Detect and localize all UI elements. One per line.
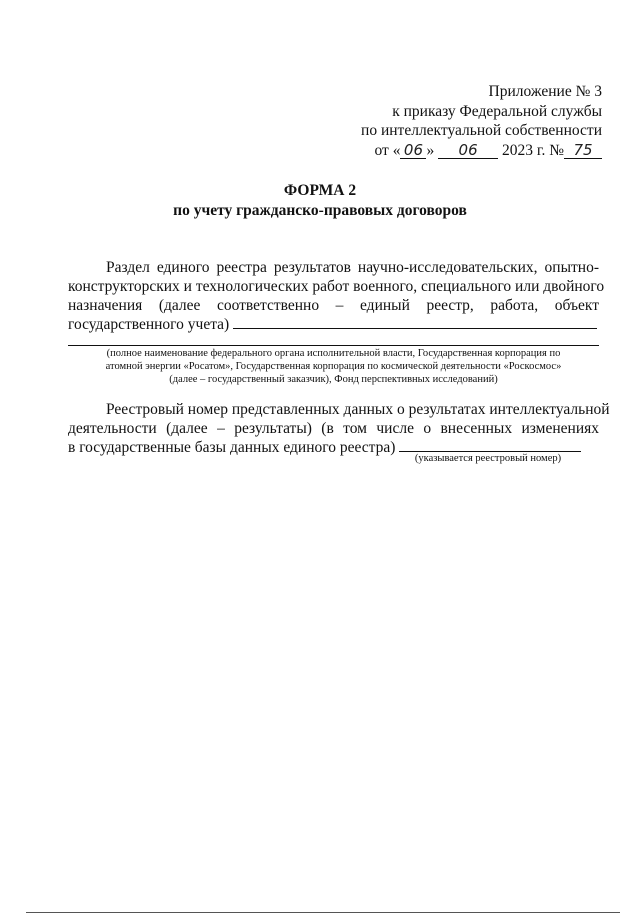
agency-footnote-line-2: атомной энергии «Росатом», Государственная корпорация по космической деятельности «Роскосмос» <box>105 361 562 372</box>
appendix-order-line: к приказу Федеральной службы <box>392 102 602 120</box>
section-line-2: конструкторских и технологических работ военного, специального или двойного <box>68 278 605 295</box>
date-mid: » <box>426 141 435 159</box>
registry-footnote: (указывается реестровый номер) <box>414 453 562 464</box>
section-paragraph <box>68 258 605 334</box>
date-prefix: от « <box>374 141 401 159</box>
order-number: 75 <box>564 143 602 159</box>
registry-paragraph <box>68 400 610 457</box>
form-title: ФОРМА 2 <box>283 182 357 199</box>
registry-line-2: деятельности (далее – результаты) (в том числе о внесенных изменениях <box>68 420 599 437</box>
agency-footnote <box>68 347 599 386</box>
date-month: 06 <box>438 143 498 159</box>
appendix-date-line <box>361 141 602 161</box>
agency-blank-line <box>68 345 599 346</box>
agency-footnote-line-3: (далее – государственный заказчик), Фонд перспективных исследований) <box>169 374 498 385</box>
section-line-3: назначения (далее соответственно – единый реестр, работа, объект <box>68 297 599 314</box>
section-line-4 <box>68 315 599 334</box>
registry-line-3-text: в государственные базы данных единого реестра) <box>68 439 396 456</box>
form-subtitle: по учету гражданско-правовых договоров <box>173 202 467 219</box>
date-day: 06 <box>400 143 426 159</box>
appendix-agency-line: по интеллектуальной собственности <box>361 122 602 139</box>
registry-line-1: Реестровый номер представленных данных о результатах интеллектуальной <box>106 401 610 418</box>
section-line-4-text: государственного учета) <box>68 316 230 333</box>
section-blank-field <box>233 315 597 329</box>
appendix-header <box>361 82 602 160</box>
agency-footnote-line-1: (полное наименование федерального органа исполнительной власти, Государственная корпорация по <box>106 348 561 359</box>
appendix-title: Приложение № 3 <box>488 83 602 100</box>
registry-number-field <box>399 438 581 452</box>
page-bottom-edge <box>26 912 620 913</box>
section-line-1: Раздел единого реестра результатов научно-исследовательских, опытно- <box>106 259 599 276</box>
date-year: 2023 г. № <box>501 141 564 159</box>
